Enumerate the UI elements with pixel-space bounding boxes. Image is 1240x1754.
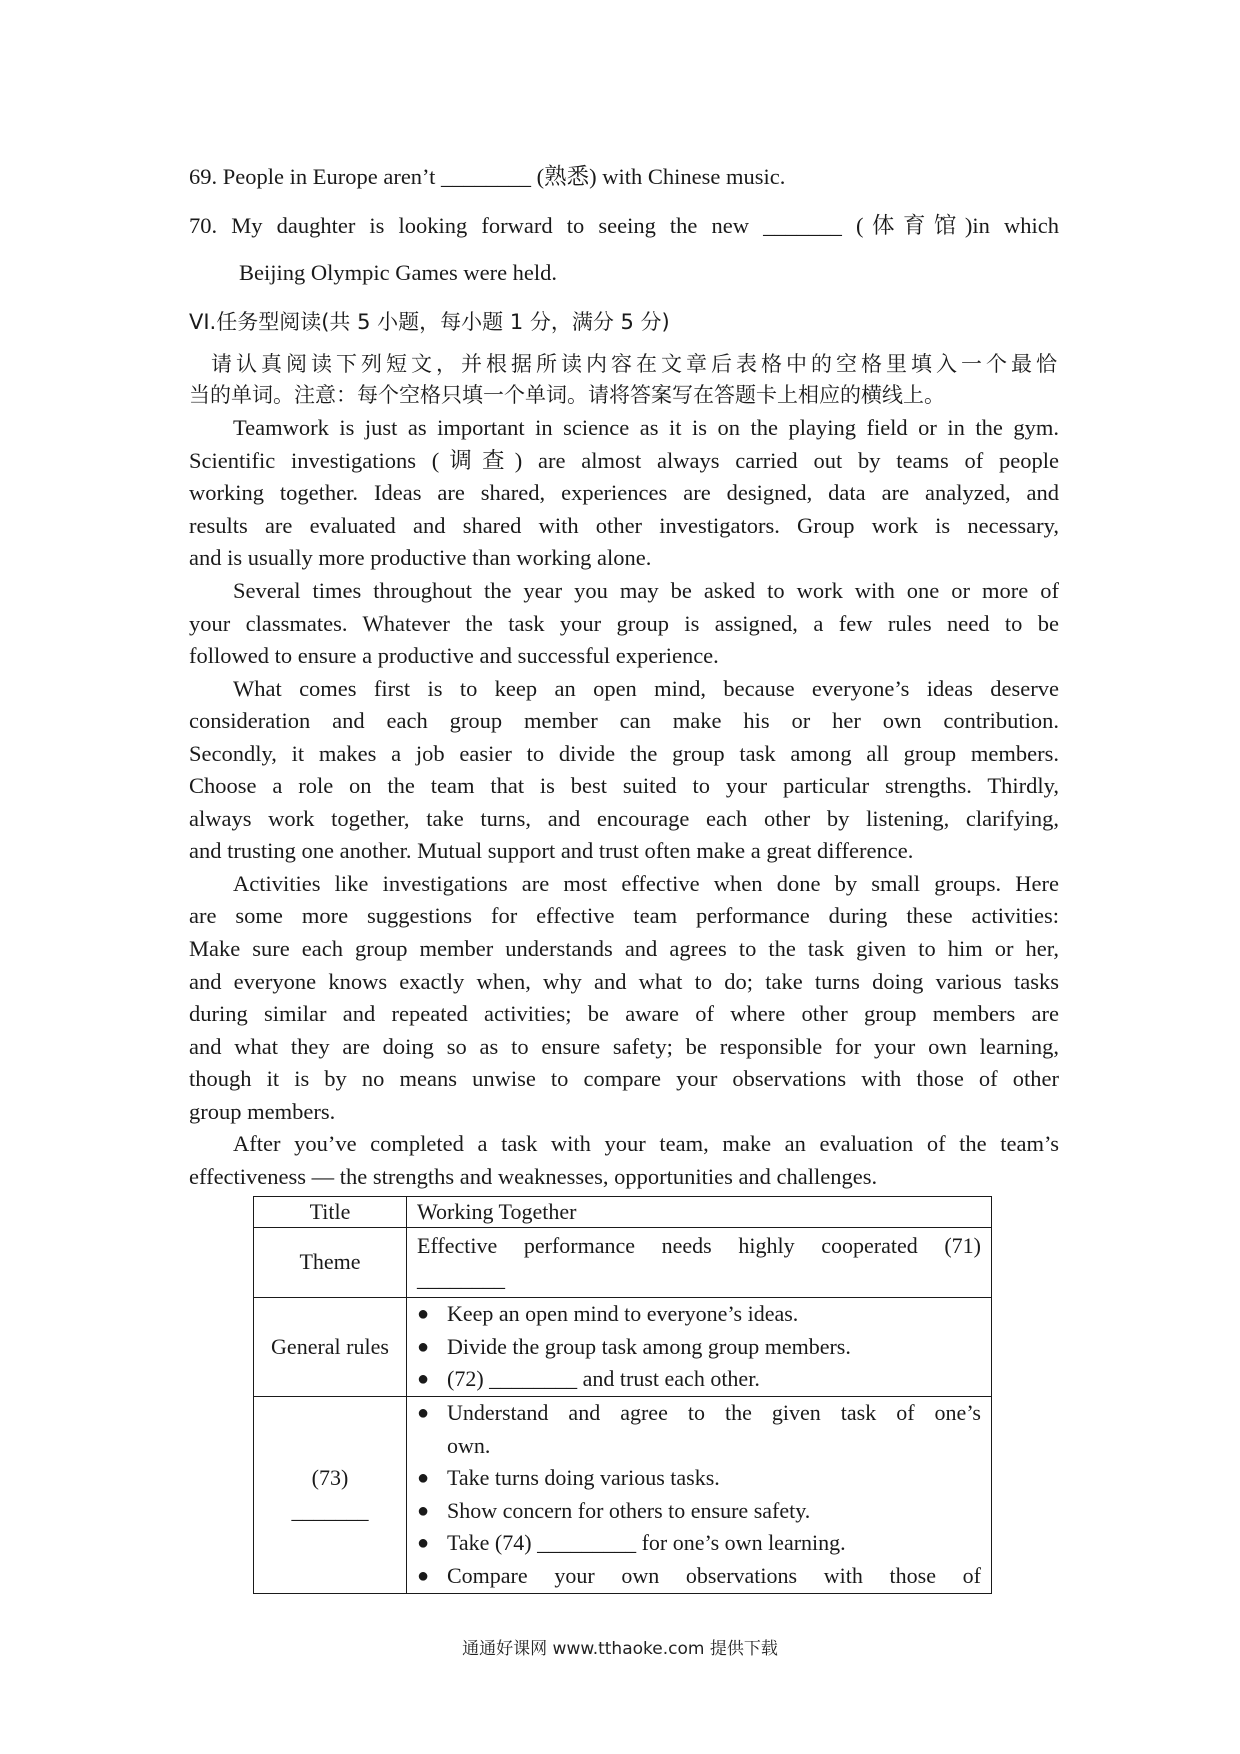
passage-p1-line2: Scientific investigations (调查) are almost always carried out by teams of people [189,448,1059,473]
passage-p4-line1: Activities like investigations are most effective when done by small groups. Here [233,871,1059,896]
passage-p3-line4: Choose a role on the team that is best suited to your particular strengths. Thirdly, [189,773,1059,798]
rules-label: General rules [254,1298,407,1397]
blank-73-cell [254,1396,407,1593]
table-row-theme [254,1228,992,1298]
passage-p5-line2: effectiveness — the strengths and weaknesses, opportunities and challenges. [189,1164,878,1189]
passage-p4-line8: group members. [189,1099,336,1124]
section-heading: VI.任务型阅读(共 5 小题，每小题 1 分，满分 5 分) [189,310,670,334]
suggestion-item: ● Show concern for others to ensure safety. [417,1495,981,1528]
passage-p1-line5: and is usually more productive than working alone. [189,545,652,570]
instruction-line2: 当的单词。注意：每个空格只填一个单词。请将答案写在答题卡上相应的横线上。 [189,383,945,407]
passage-p1-line1: Teamwork is just as important in science as it is on the playing field or in the gym. [233,415,1059,440]
title-value: Working Together [407,1197,992,1228]
rule-item: ● Divide the group task among group members. [417,1331,981,1364]
question-70-line2: Beijing Olympic Games were held. [239,260,558,285]
passage-p3-line3: Secondly, it makes a job easier to divide the group task among all group members. [189,741,1059,766]
theme-blank-71: ________ [417,1265,505,1291]
passage-p2-line2: your classmates. Whatever the task your group is assigned, a few rules need to be [189,611,1059,636]
passage-p4-line4: and everyone knows exactly when, why and what to do; take turns doing various tasks [189,969,1059,994]
suggestion-item: ● Compare your own observations with those of [417,1560,981,1593]
passage-p4-line5: during similar and repeated activities; be aware of where other group members are [189,1001,1059,1026]
question-70-line1: 70. My daughter is looking forward to seeing the new _______ (体育馆)in which [189,213,1059,238]
passage-p3-line1: What comes first is to keep an open mind, because everyone’s ideas deserve [233,676,1059,701]
passage-p1-line4: results are evaluated and shared with other investigators. Group work is necessary, [189,513,1059,538]
passage-p4-line2: are some more suggestions for effective team performance during these activities: [189,903,1059,928]
suggestion-item: ● Take turns doing various tasks. [417,1462,981,1495]
theme-line1: Effective performance needs highly cooperated (71) [417,1233,981,1258]
passage-p4-line3: Make sure each group member understands and agrees to the task given to him or her, [189,936,1059,961]
table-row-rules [254,1298,992,1397]
suggestion-item-blank-74: ● Take (74) _________ for one’s own learning. [417,1527,981,1560]
suggestion-item: ● Understand and agree to the given task of one’s [417,1397,981,1430]
rule-item-blank-72: ● (72) ________ and trust each other. [417,1363,981,1396]
question-69: 69. People in Europe aren’t ________ (熟悉) with Chinese music. [189,164,786,189]
suggestions-cell [407,1396,992,1593]
instruction-line1: 请认真阅读下列短文，并根据所读内容在文章后表格中的空格里填入一个最恰 [211,352,1057,376]
passage-p4-line6: and what they are doing so as to ensure safety; be responsible for your own learning, [189,1034,1059,1059]
passage-p3-line5: always work together, take turns, and encourage each other by listening, clarifying, [189,806,1059,831]
passage-p4-line7: though it is by no means unwise to compare your observations with those of other [189,1066,1059,1091]
passage-p2-line1: Several times throughout the year you may be asked to work with one or more of [233,578,1059,603]
rule-item: ● Keep an open mind to everyone’s ideas. [417,1298,981,1331]
blank-73-label: (73) [311,1465,349,1491]
passage-p3-line6: and trusting one another. Mutual support and trust often make a great difference. [189,838,914,863]
passage-p2-line3: followed to ensure a productive and successful experience. [189,643,719,668]
suggestion-item-cont: own. [447,1432,491,1458]
title-label: Title [254,1197,407,1228]
theme-cell [407,1228,992,1298]
table-row-suggestions [254,1396,992,1593]
table-row-title [254,1197,992,1228]
passage-p1-line3: working together. Ideas are shared, experiences are designed, data are analyzed, and [189,480,1059,505]
passage-p3-line2: consideration and each group member can make his or her own contribution. [189,708,1059,733]
blank-73-line: _______ [291,1497,369,1523]
passage-p5-line1: After you’ve completed a task with your team, make an evaluation of the team’s [233,1131,1059,1156]
task-table [253,1196,992,1594]
rules-cell [407,1298,992,1397]
footer-watermark: 通通好课网 www.tthaoke.com 提供下载 [462,1639,778,1659]
theme-label: Theme [254,1228,407,1298]
